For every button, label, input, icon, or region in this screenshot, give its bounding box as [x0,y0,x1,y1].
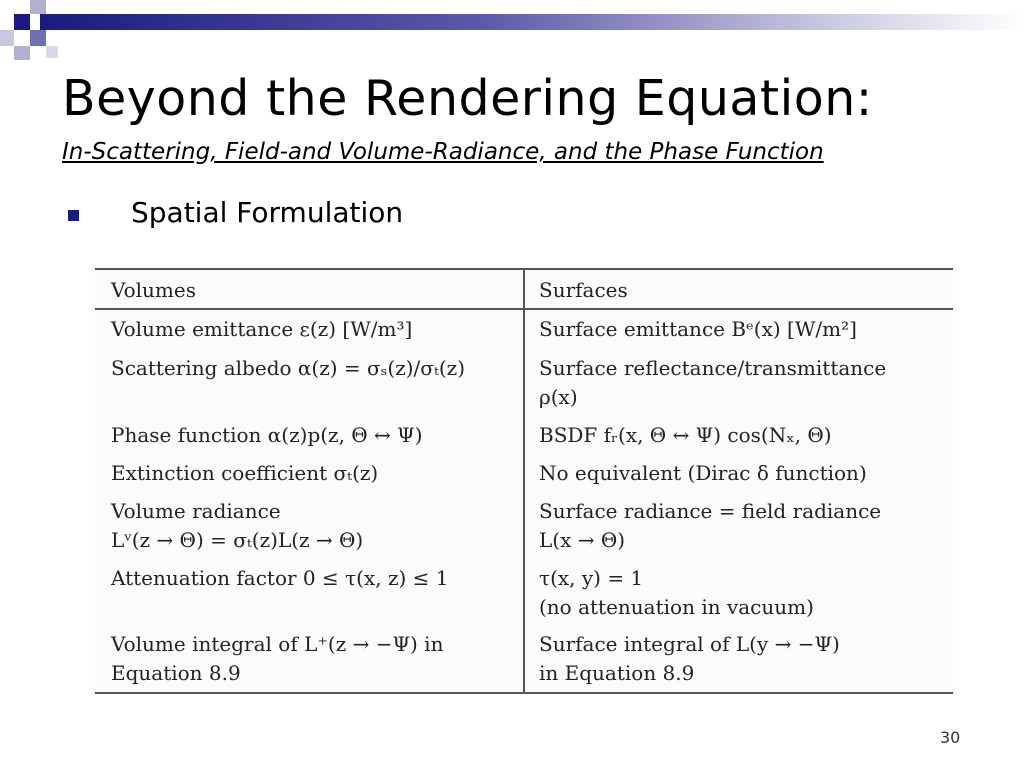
table-cell-surface: Surface integral of L(y → −Ψ) [539,632,840,656]
bullet-square-icon [68,210,79,221]
table-cell-volume: Volume emittance ε(z) [W/m³] [111,317,413,341]
table-cell-volume: Phase function α(z)p(z, Θ ↔ Ψ) [111,423,423,447]
slide-subtitle: In-Scattering, Field-and Volume-Radiance, and the Phase Function [62,139,824,165]
table-header-volumes: Volumes [111,278,196,302]
slide-title: Beyond the Rendering Equation: [62,70,873,127]
logo-square [0,30,14,46]
table-cell-surface: Surface emittance Bᵉ(x) [W/m²] [539,317,857,341]
table-cell-surface: No equivalent (Dirac δ function) [539,461,867,485]
logo-square [30,0,46,14]
comparison-table [95,268,953,694]
logo-square [30,30,46,46]
table-header-surfaces: Surfaces [539,278,628,302]
table-cell-volume: Extinction coefficient σₜ(z) [111,461,379,485]
table-column-divider [523,268,525,694]
table-cell-surface: BSDF fᵣ(x, Θ ↔ Ψ) cos(Nₓ, Θ) [539,423,832,447]
logo-square [14,46,30,60]
table-cell-volume: Scattering albedo α(z) = σₛ(z)/σₜ(z) [111,356,466,380]
table-cell-volume: Attenuation factor 0 ≤ τ(x, z) ≤ 1 [111,566,449,590]
table-cell-surface: Surface radiance = field radiance [539,499,882,523]
table-cell-volume: Volume integral of L⁺(z → −Ψ) in [111,632,444,656]
bullet-text: Spatial Formulation [131,196,404,229]
header-gradient-bar [40,14,1024,30]
table-cell-surface: (no attenuation in vacuum) [539,595,814,619]
table-cell-surface: τ(x, y) = 1 [539,566,644,590]
table-cell-surface: in Equation 8.9 [539,661,695,685]
logo-square [46,46,58,58]
table-cell-surface: L(x → Θ) [539,528,626,552]
table-cell-surface: Surface reflectance/transmittance [539,356,887,380]
table-cell-volume: Equation 8.9 [111,661,241,685]
logo-square [14,14,30,30]
page-number: 30 [940,728,961,747]
table-cell-surface: ρ(x) [539,385,578,409]
table-cell-volume: Lᵛ(z → Θ) = σₜ(z)L(z → Θ) [111,528,364,552]
table-cell-volume: Volume radiance [111,499,281,523]
